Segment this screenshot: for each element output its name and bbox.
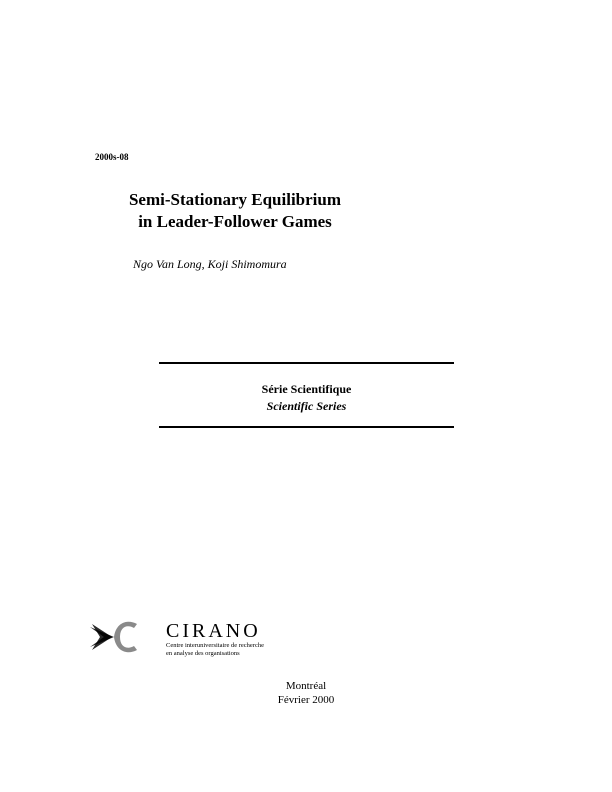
- paper-title: [80, 189, 390, 233]
- cirano-logo-icon: [90, 618, 140, 656]
- logo-subtitle-line-1: Centre interuniversitaire de recherche: [166, 642, 264, 649]
- date: Février 2000: [277, 694, 335, 706]
- title-line-2: in Leader-Follower Games: [138, 212, 332, 231]
- place-date: [256, 679, 356, 707]
- series-label: [159, 381, 454, 415]
- logo-subtitle: [166, 642, 264, 658]
- city: Montréal: [285, 680, 327, 692]
- title-line-1: Semi-Stationary Equilibrium: [128, 190, 342, 209]
- series-fr: Série Scientifique: [261, 382, 352, 396]
- logo-name: CIRANO: [166, 620, 261, 642]
- series-en: Scientific Series: [266, 399, 347, 413]
- logo-subtitle-line-2: en analyse des organisations: [166, 650, 240, 657]
- series-code: 2000s-08: [95, 152, 129, 162]
- bottom-divider: [159, 426, 454, 428]
- authors: Ngo Van Long, Koji Shimomura: [133, 257, 287, 271]
- top-divider: [159, 362, 454, 364]
